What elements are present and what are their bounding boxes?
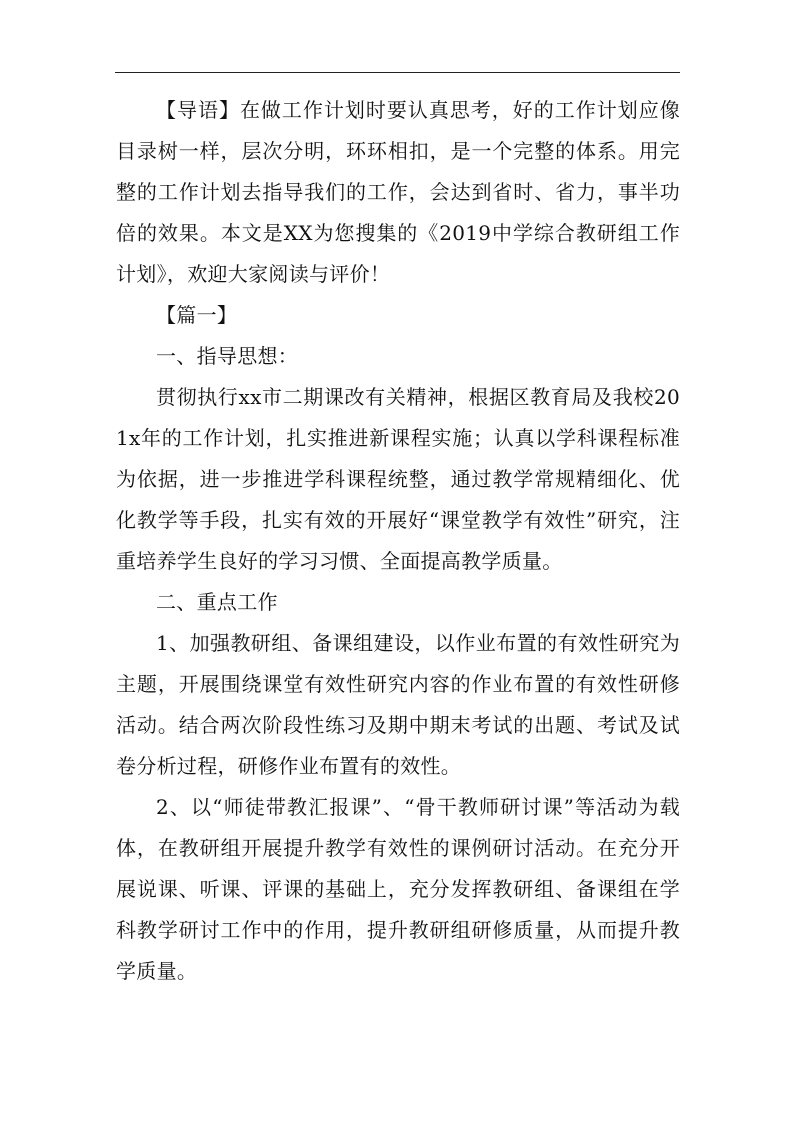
key-work-item-1: 1、加强教研组、备课组建设，以作业布置的有效性研究为主题，开展围绕课堂有效性研究内容的作业布置的有效性研修活动。结合两次阶段性练习及期中期末考试的出题、考试及试卷分析过程，研修作业布置有的效性。 [116, 631, 680, 778]
intro-paragraph: 【导语】在做工作计划时要认真思考，好的工作计划应像目录树一样，层次分明，环环相扣，是一个完整的体系。用完整的工作计划去指导我们的工作，会达到省时、省力，事半功倍的效果。本文是XX为您搜集的《2019中学综合教研组工作计划》，欢迎大家阅读与评价！ [116, 98, 680, 286]
heading-key-work: 二、重点工作 [156, 590, 278, 614]
key-work-item-2: 2、以“师徒带教汇报课”、“骨干教师研讨课”等活动为载体，在教研组开展提升教学有效性的课例研讨活动。在充分开展说课、听课、评课的基础上，充分发挥教研组、备课组在学科教学研讨工作中的作用，提升教研组研修质量，从而提升教学质量。 [116, 795, 680, 983]
guiding-ideology-paragraph: 贯彻执行xx市二期课改有关精神，根据区教育局及我校201x年的工作计划，扎实推进新课程实施；认真以学科课程标准为依据，进一步推进学科课程统整，通过教学常规精细化、优化教学等手段，扎实有效的开展好“课堂教学有效性”研究，注重培养学生良好的学习习惯、全面提高教学质量。 [116, 385, 680, 573]
document-body [116, 90, 680, 992]
header-rule [115, 72, 680, 73]
section-title-part-one: 【篇一】 [156, 303, 238, 327]
heading-guiding-ideology: 一、指导思想： [156, 344, 299, 368]
